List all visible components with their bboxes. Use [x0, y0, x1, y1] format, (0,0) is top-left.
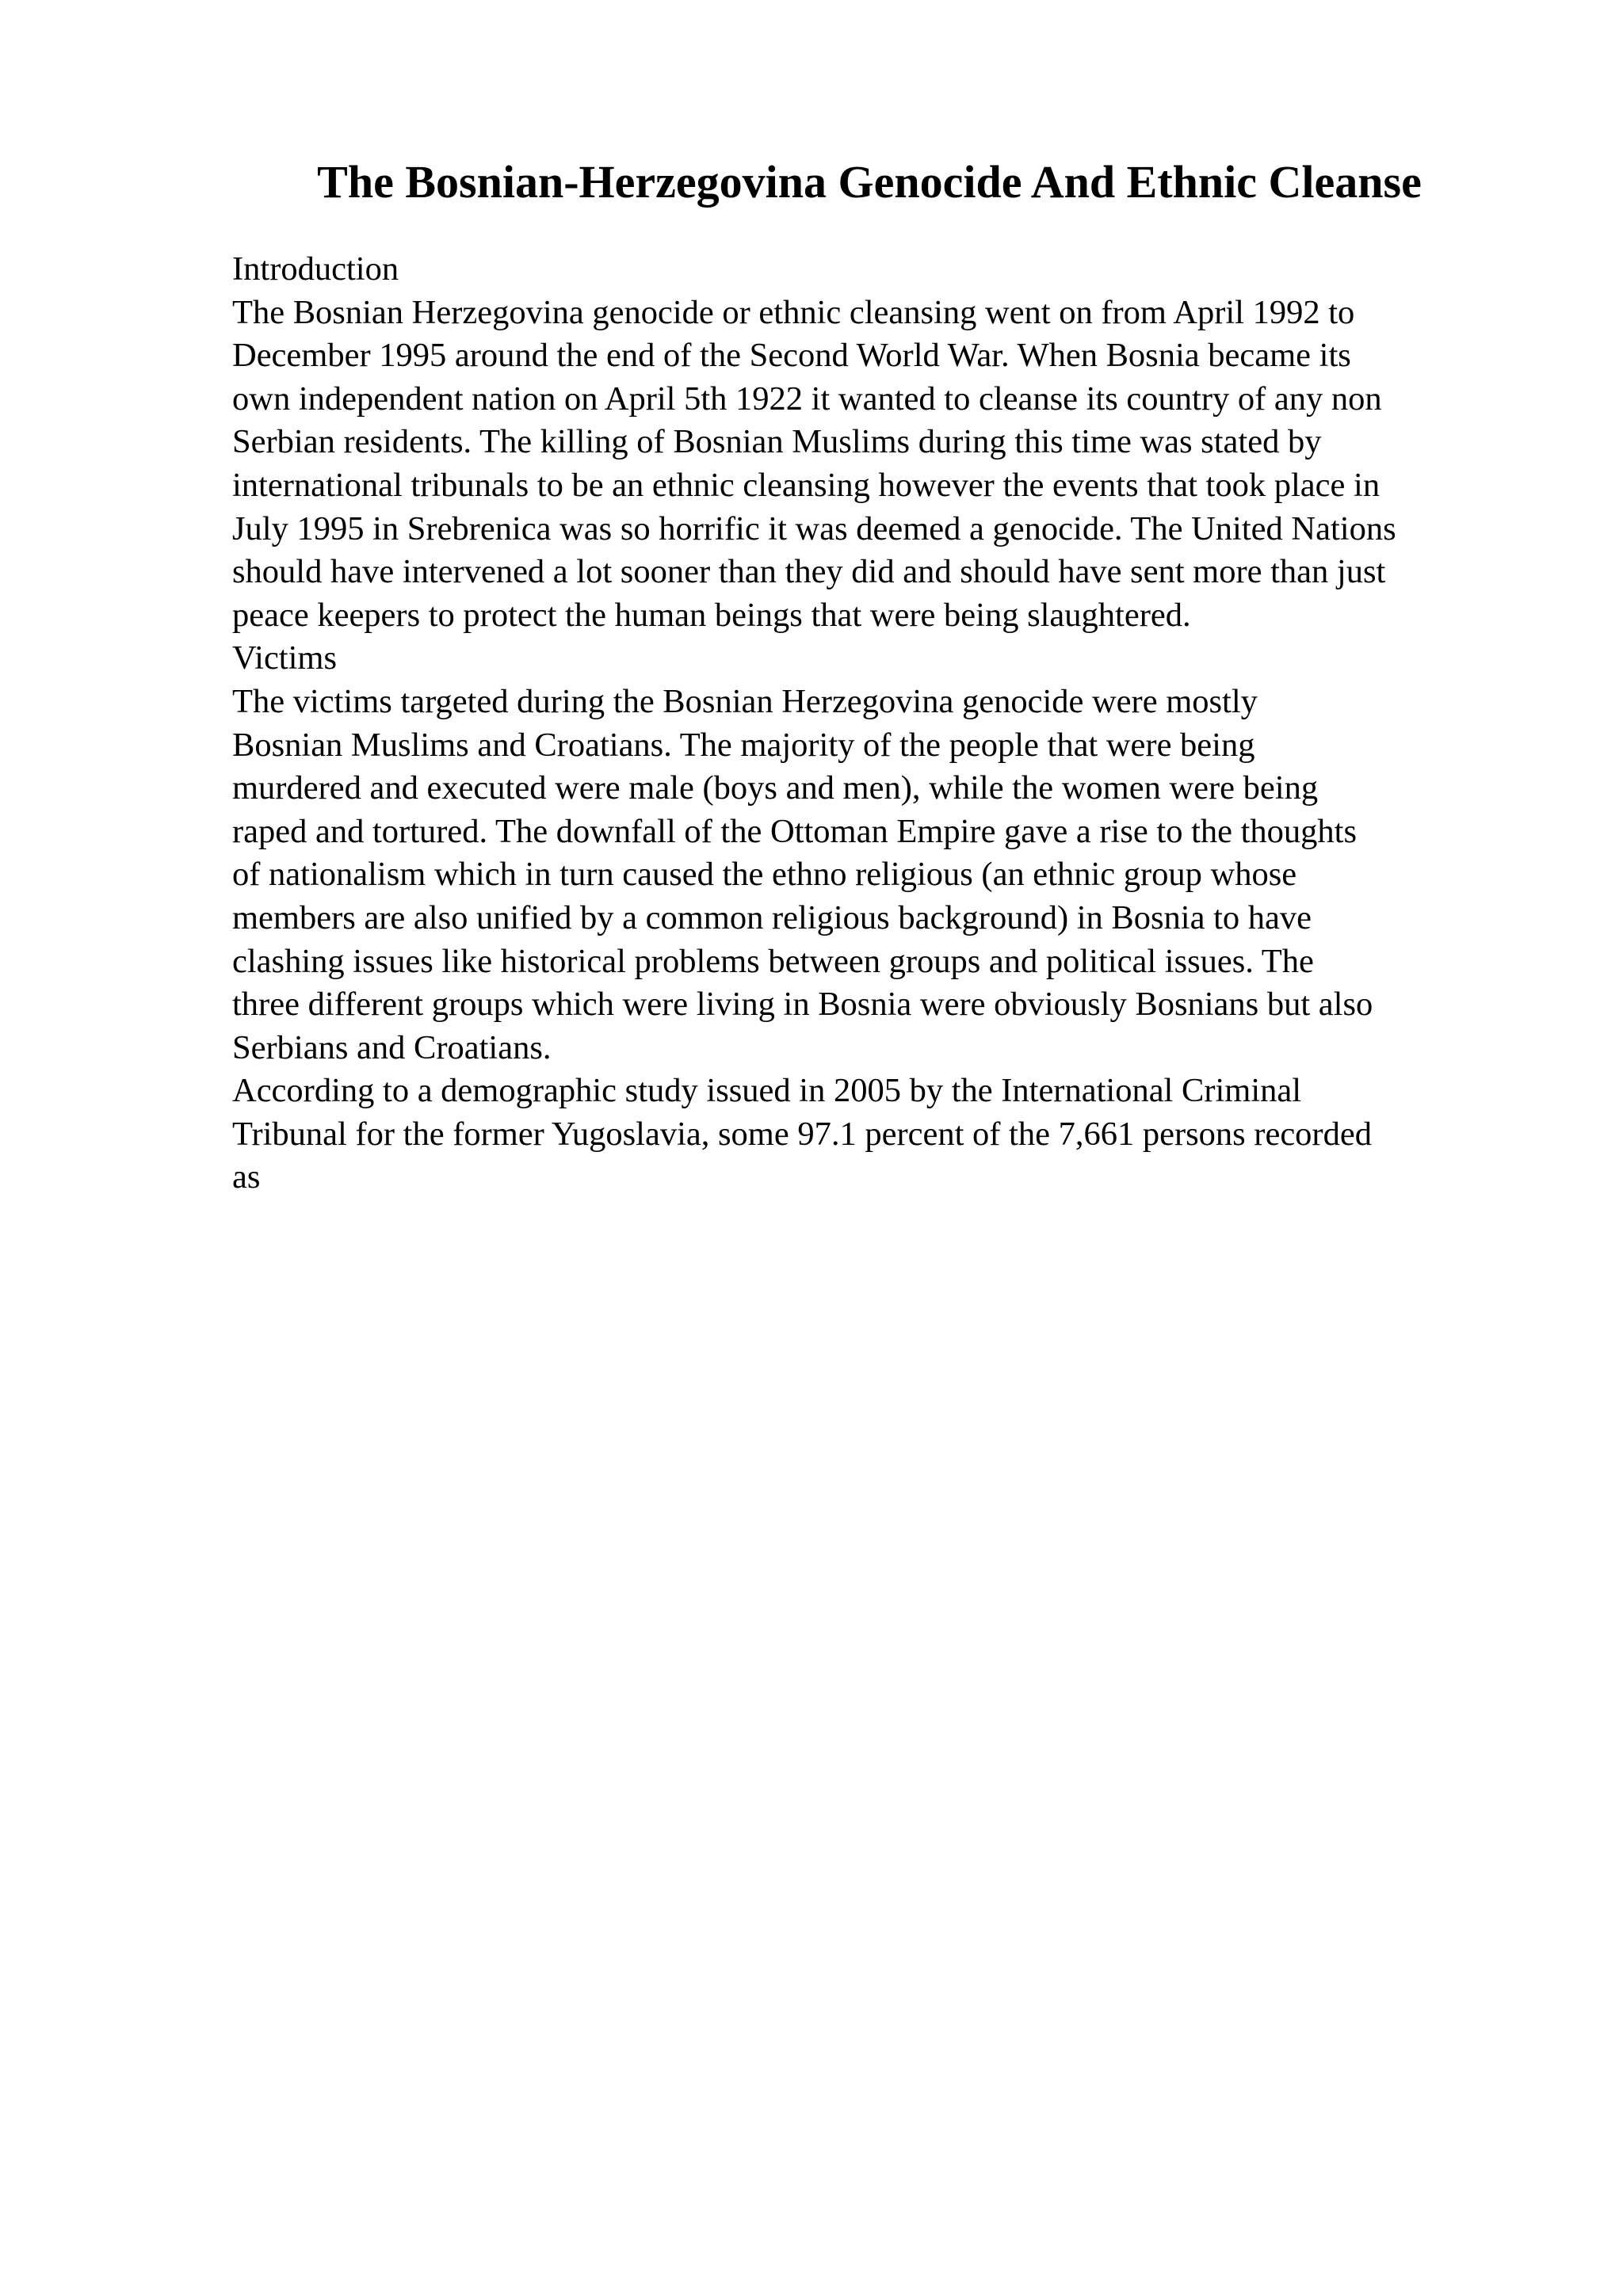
body-text-line: The Bosnian Herzegovina genocide or ethnic cleansing went on from April 1992 to — [232, 293, 1355, 331]
body-text-line: clashing issues like historical problems between groups and political issues. The — [232, 942, 1314, 980]
body-text-line: of nationalism which in turn caused the ethno religious (an ethnic group whose — [232, 856, 1297, 894]
document-body — [232, 248, 1532, 1199]
body-text-line: Bosnian Muslims and Croatians. The majority of the people that were being — [232, 726, 1255, 764]
body-text-line: peace keepers to protect the human beings that were being slaughtered. — [232, 596, 1191, 634]
body-text-line: December 1995 around the end of the Second World War. When Bosnia became its — [232, 337, 1351, 375]
body-text-line: should have intervened a lot sooner than they did and should have sent more than just — [232, 553, 1386, 591]
section-heading-victims: Victims — [232, 639, 338, 677]
body-text-line: international tribunals to be an ethnic cleansing however the events that took place in — [232, 466, 1381, 504]
body-text-line: Serbians and Croatians. — [232, 1028, 552, 1066]
section-heading-introduction: Introduction — [232, 250, 399, 288]
document-title: The Bosnian-Herzegovina Genocide And Ethnic Cleanse — [317, 156, 1422, 208]
body-text-line: Tribunal for the former Yugoslavia, some 97.1 percent of the 7,661 persons recorded — [232, 1115, 1372, 1153]
body-text-line: three different groups which were living in Bosnia were obviously Bosnians but also — [232, 986, 1373, 1024]
body-text-line: members are also unified by a common religious background) in Bosnia to have — [232, 898, 1312, 936]
body-text-line: raped and tortured. The downfall of the Ottoman Empire gave a rise to the thoughts — [232, 812, 1358, 850]
body-text-line: Serbian residents. The killing of Bosnian Muslims during this time was stated by — [232, 423, 1322, 461]
body-text-line: murdered and executed were male (boys and men), while the women were being — [232, 769, 1319, 807]
body-text-line: July 1995 in Srebrenica was so horrific it was deemed a genocide. The United Nations — [232, 509, 1396, 547]
body-text-line: as — [232, 1158, 261, 1196]
body-text-line: According to a demographic study issued in 2005 by the International Criminal — [232, 1072, 1302, 1110]
body-text-line: own independent nation on April 5th 1922 it wanted to cleanse its country of any non — [232, 379, 1382, 418]
body-text-line: The victims targeted during the Bosnian Herzegovina genocide were mostly — [232, 682, 1258, 720]
